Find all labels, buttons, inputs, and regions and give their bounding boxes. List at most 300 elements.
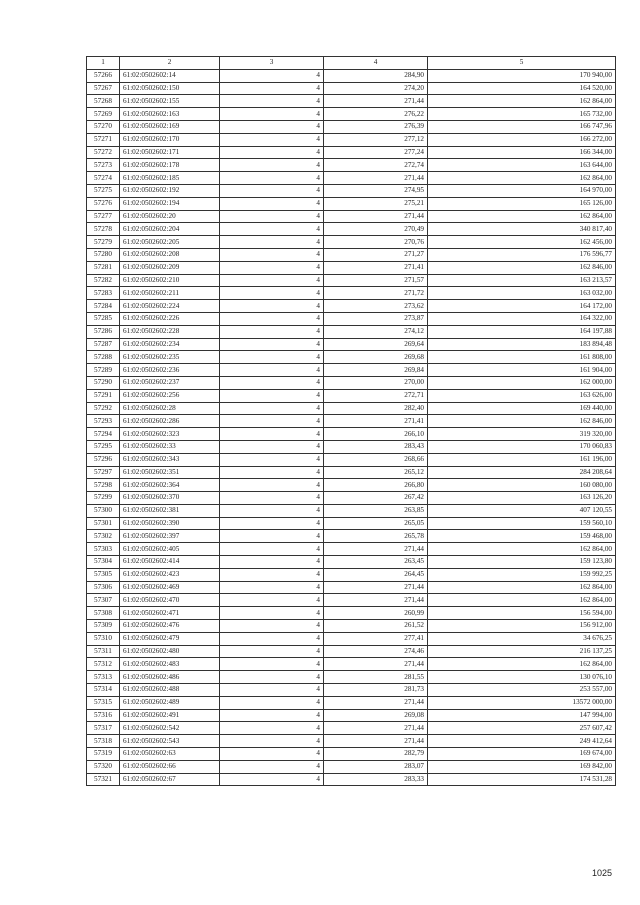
row-number-cell: 57271 [87,133,120,146]
cadastral-number-cell: 61:02:0502602:33 [120,440,220,453]
table-row [87,146,616,159]
code-cell: 4 [220,696,324,709]
table-row [87,197,616,210]
table-row [87,389,616,402]
amount-cell: 164 197,88 [428,325,616,338]
row-number-cell: 57309 [87,620,120,633]
row-number-cell: 57274 [87,172,120,185]
table-row [87,492,616,505]
cadastral-number-cell: 61:02:0502602:210 [120,274,220,287]
code-cell: 4 [220,543,324,556]
row-number-cell: 57321 [87,773,120,786]
cadastral-number-cell: 61:02:0502602:405 [120,543,220,556]
row-number-cell: 57312 [87,658,120,671]
amount-cell: 162 864,00 [428,172,616,185]
value-cell: 277,12 [324,133,428,146]
row-number-cell: 57293 [87,415,120,428]
row-number-cell: 57320 [87,760,120,773]
code-cell: 4 [220,440,324,453]
row-number-cell: 57319 [87,748,120,761]
cadastral-number-cell: 61:02:0502602:194 [120,197,220,210]
row-number-cell: 57300 [87,504,120,517]
amount-cell: 162 456,00 [428,236,616,249]
cadastral-number-cell: 61:02:0502602:209 [120,261,220,274]
code-cell: 4 [220,568,324,581]
amount-cell: 162 864,00 [428,658,616,671]
row-number-cell: 57275 [87,184,120,197]
amount-cell: 169 440,00 [428,402,616,415]
amount-cell: 159 468,00 [428,530,616,543]
row-number-cell: 57289 [87,364,120,377]
table-row [87,556,616,569]
amount-cell: 407 120,55 [428,504,616,517]
table-row [87,108,616,121]
code-cell: 4 [220,632,324,645]
amount-cell: 169 842,00 [428,760,616,773]
table-row [87,184,616,197]
code-cell: 4 [220,556,324,569]
row-number-cell: 57294 [87,428,120,441]
cadastral-number-cell: 61:02:0502602:483 [120,658,220,671]
code-cell: 4 [220,364,324,377]
table-row [87,479,616,492]
value-cell: 283,33 [324,773,428,786]
row-number-cell: 57310 [87,632,120,645]
row-number-cell: 57313 [87,671,120,684]
amount-cell: 156 594,00 [428,607,616,620]
amount-cell: 183 894,48 [428,338,616,351]
cadastral-number-cell: 61:02:0502602:414 [120,556,220,569]
code-cell: 4 [220,274,324,287]
cadastral-number-cell: 61:02:0502602:476 [120,620,220,633]
table-row [87,82,616,95]
code-cell: 4 [220,517,324,530]
value-cell: 274,20 [324,82,428,95]
cadastral-number-cell: 61:02:0502602:543 [120,735,220,748]
value-cell: 271,44 [324,594,428,607]
table-row [87,428,616,441]
value-cell: 284,90 [324,69,428,82]
cadastral-number-cell: 61:02:0502602:351 [120,466,220,479]
amount-cell: 257 607,42 [428,722,616,735]
cadastral-number-cell: 61:02:0502602:208 [120,248,220,261]
cadastral-number-cell: 61:02:0502602:178 [120,159,220,172]
amount-cell: 164 172,00 [428,300,616,313]
value-cell: 271,44 [324,95,428,108]
table-row [87,210,616,223]
table-row [87,594,616,607]
value-cell: 271,44 [324,722,428,735]
cadastral-number-cell: 61:02:0502602:469 [120,581,220,594]
table-row [87,172,616,185]
value-cell: 269,68 [324,351,428,364]
cadastral-number-cell: 61:02:0502602:343 [120,453,220,466]
code-cell: 4 [220,594,324,607]
value-cell: 271,44 [324,735,428,748]
row-number-cell: 57278 [87,223,120,236]
amount-cell: 340 817,40 [428,223,616,236]
cadastral-number-cell: 61:02:0502602:211 [120,287,220,300]
code-cell: 4 [220,773,324,786]
value-cell: 269,08 [324,709,428,722]
code-cell: 4 [220,658,324,671]
table-row [87,223,616,236]
code-cell: 4 [220,95,324,108]
code-cell: 4 [220,453,324,466]
amount-cell: 163 626,00 [428,389,616,402]
value-cell: 269,64 [324,338,428,351]
cadastral-number-cell: 61:02:0502602:14 [120,69,220,82]
table-row [87,735,616,748]
cadastral-number-cell: 61:02:0502602:323 [120,428,220,441]
amount-cell: 159 123,80 [428,556,616,569]
code-cell: 4 [220,236,324,249]
row-number-cell: 57299 [87,492,120,505]
amount-cell: 34 676,25 [428,632,616,645]
code-cell: 4 [220,504,324,517]
table-row [87,376,616,389]
code-cell: 4 [220,351,324,364]
code-cell: 4 [220,479,324,492]
row-number-cell: 57283 [87,287,120,300]
value-cell: 270,49 [324,223,428,236]
table-row [87,709,616,722]
code-cell: 4 [220,287,324,300]
amount-cell: 130 076,10 [428,671,616,684]
amount-cell: 284 208,64 [428,466,616,479]
table-row [87,364,616,377]
cadastral-number-cell: 61:02:0502602:471 [120,607,220,620]
amount-cell: 164 970,00 [428,184,616,197]
value-cell: 265,05 [324,517,428,530]
table-row [87,684,616,697]
amount-cell: 164 520,00 [428,82,616,95]
value-cell: 271,44 [324,658,428,671]
row-number-cell: 57307 [87,594,120,607]
cadastral-number-cell: 61:02:0502602:256 [120,389,220,402]
cadastral-number-cell: 61:02:0502602:237 [120,376,220,389]
code-cell: 4 [220,581,324,594]
amount-cell: 161 196,00 [428,453,616,466]
value-cell: 283,43 [324,440,428,453]
amount-cell: 166 747,96 [428,120,616,133]
row-number-cell: 57296 [87,453,120,466]
cadastral-number-cell: 61:02:0502602:486 [120,671,220,684]
row-number-cell: 57279 [87,236,120,249]
amount-cell: 162 864,00 [428,543,616,556]
table-row [87,722,616,735]
cadastral-number-cell: 61:02:0502602:170 [120,133,220,146]
value-cell: 276,39 [324,120,428,133]
amount-cell: 249 412,64 [428,735,616,748]
code-cell: 4 [220,748,324,761]
row-number-cell: 57269 [87,108,120,121]
amount-cell: 170 060,83 [428,440,616,453]
table-row [87,69,616,82]
value-cell: 273,87 [324,312,428,325]
code-cell: 4 [220,466,324,479]
value-cell: 261,52 [324,620,428,633]
amount-cell: 174 531,28 [428,773,616,786]
row-number-cell: 57295 [87,440,120,453]
table-row [87,530,616,543]
data-table [86,56,616,786]
code-cell: 4 [220,261,324,274]
value-cell: 271,44 [324,172,428,185]
row-number-cell: 57308 [87,607,120,620]
value-cell: 274,12 [324,325,428,338]
table-row [87,607,616,620]
value-cell: 265,78 [324,530,428,543]
code-cell: 4 [220,760,324,773]
code-cell: 4 [220,671,324,684]
cadastral-number-cell: 61:02:0502602:491 [120,709,220,722]
row-number-cell: 57286 [87,325,120,338]
column-header-5: 5 [428,57,616,70]
amount-cell: 162 864,00 [428,210,616,223]
value-cell: 271,44 [324,696,428,709]
cadastral-number-cell: 61:02:0502602:155 [120,95,220,108]
column-header-1: 1 [87,57,120,70]
amount-cell: 162 864,00 [428,95,616,108]
value-cell: 282,79 [324,748,428,761]
amount-cell: 166 272,00 [428,133,616,146]
cadastral-number-cell: 61:02:0502602:479 [120,632,220,645]
cadastral-number-cell: 61:02:0502602:67 [120,773,220,786]
row-number-cell: 57276 [87,197,120,210]
cadastral-number-cell: 61:02:0502602:234 [120,338,220,351]
value-cell: 281,55 [324,671,428,684]
row-number-cell: 57302 [87,530,120,543]
value-cell: 283,07 [324,760,428,773]
amount-cell: 163 213,57 [428,274,616,287]
value-cell: 263,85 [324,504,428,517]
amount-cell: 319 320,00 [428,428,616,441]
table-row [87,568,616,581]
amount-cell: 216 137,25 [428,645,616,658]
value-cell: 263,45 [324,556,428,569]
cadastral-number-cell: 61:02:0502602:228 [120,325,220,338]
value-cell: 276,22 [324,108,428,121]
row-number-cell: 57287 [87,338,120,351]
table-row [87,312,616,325]
cadastral-number-cell: 61:02:0502602:489 [120,696,220,709]
column-header-2: 2 [120,57,220,70]
row-number-cell: 57284 [87,300,120,313]
amount-cell: 163 032,00 [428,287,616,300]
code-cell: 4 [220,108,324,121]
row-number-cell: 57272 [87,146,120,159]
table-row [87,632,616,645]
row-number-cell: 57306 [87,581,120,594]
amount-cell: 161 904,00 [428,364,616,377]
table-row [87,300,616,313]
value-cell: 271,44 [324,210,428,223]
table-row [87,748,616,761]
row-number-cell: 57273 [87,159,120,172]
code-cell: 4 [220,402,324,415]
value-cell: 271,27 [324,248,428,261]
value-cell: 266,80 [324,479,428,492]
table-row [87,325,616,338]
amount-cell: 163 126,20 [428,492,616,505]
amount-cell: 161 808,00 [428,351,616,364]
code-cell: 4 [220,69,324,82]
cadastral-number-cell: 61:02:0502602:390 [120,517,220,530]
table-row [87,133,616,146]
table-row [87,120,616,133]
amount-cell: 162 864,00 [428,581,616,594]
table-row [87,760,616,773]
table-row [87,645,616,658]
amount-cell: 165 126,00 [428,197,616,210]
code-cell: 4 [220,146,324,159]
table-row [87,338,616,351]
value-cell: 272,71 [324,389,428,402]
table-row [87,671,616,684]
cadastral-number-cell: 61:02:0502602:20 [120,210,220,223]
table-row [87,440,616,453]
cadastral-number-cell: 61:02:0502602:470 [120,594,220,607]
value-cell: 271,44 [324,543,428,556]
code-cell: 4 [220,184,324,197]
cadastral-number-cell: 61:02:0502602:171 [120,146,220,159]
code-cell: 4 [220,172,324,185]
cadastral-number-cell: 61:02:0502602:192 [120,184,220,197]
amount-cell: 159 992,25 [428,568,616,581]
amount-cell: 164 322,00 [428,312,616,325]
code-cell: 4 [220,492,324,505]
value-cell: 273,62 [324,300,428,313]
code-cell: 4 [220,722,324,735]
value-cell: 277,24 [324,146,428,159]
value-cell: 265,12 [324,466,428,479]
column-header-3: 3 [220,57,324,70]
cadastral-number-cell: 61:02:0502602:381 [120,504,220,517]
table-row [87,415,616,428]
value-cell: 271,44 [324,581,428,594]
value-cell: 267,42 [324,492,428,505]
cadastral-number-cell: 61:02:0502602:169 [120,120,220,133]
value-cell: 281,73 [324,684,428,697]
table-row [87,773,616,786]
page-number: 1025 [591,868,612,878]
code-cell: 4 [220,620,324,633]
code-cell: 4 [220,133,324,146]
amount-cell: 166 344,00 [428,146,616,159]
row-number-cell: 57297 [87,466,120,479]
code-cell: 4 [220,338,324,351]
table-row [87,543,616,556]
row-number-cell: 57298 [87,479,120,492]
row-number-cell: 57314 [87,684,120,697]
code-cell: 4 [220,735,324,748]
row-number-cell: 57281 [87,261,120,274]
value-cell: 271,41 [324,415,428,428]
row-number-cell: 57270 [87,120,120,133]
row-number-cell: 57285 [87,312,120,325]
table-row [87,95,616,108]
code-cell: 4 [220,709,324,722]
amount-cell: 176 596,77 [428,248,616,261]
table-row [87,159,616,172]
code-cell: 4 [220,389,324,402]
row-number-cell: 57291 [87,389,120,402]
row-number-cell: 57315 [87,696,120,709]
table-row [87,248,616,261]
cadastral-number-cell: 61:02:0502602:488 [120,684,220,697]
value-cell: 264,45 [324,568,428,581]
code-cell: 4 [220,312,324,325]
value-cell: 272,74 [324,159,428,172]
table-row [87,453,616,466]
cadastral-number-cell: 61:02:0502602:397 [120,530,220,543]
table-body [87,69,616,786]
row-number-cell: 57304 [87,556,120,569]
table-row [87,466,616,479]
cadastral-number-cell: 61:02:0502602:364 [120,479,220,492]
row-number-cell: 57305 [87,568,120,581]
cadastral-number-cell: 61:02:0502602:224 [120,300,220,313]
cadastral-number-cell: 61:02:0502602:28 [120,402,220,415]
amount-cell: 165 732,00 [428,108,616,121]
amount-cell: 170 940,00 [428,69,616,82]
code-cell: 4 [220,210,324,223]
value-cell: 271,41 [324,261,428,274]
value-cell: 270,00 [324,376,428,389]
table-row [87,620,616,633]
row-number-cell: 57266 [87,69,120,82]
table-row [87,351,616,364]
table-row [87,504,616,517]
amount-cell: 162 846,00 [428,415,616,428]
row-number-cell: 57290 [87,376,120,389]
amount-cell: 147 994,00 [428,709,616,722]
value-cell: 270,76 [324,236,428,249]
cadastral-number-cell: 61:02:0502602:235 [120,351,220,364]
value-cell: 282,40 [324,402,428,415]
amount-cell: 169 674,00 [428,748,616,761]
cadastral-number-cell: 61:02:0502602:542 [120,722,220,735]
value-cell: 266,10 [324,428,428,441]
cadastral-number-cell: 61:02:0502602:370 [120,492,220,505]
cadastral-number-cell: 61:02:0502602:205 [120,236,220,249]
value-cell: 271,57 [324,274,428,287]
table-row [87,581,616,594]
code-cell: 4 [220,325,324,338]
code-cell: 4 [220,248,324,261]
table-row [87,402,616,415]
code-cell: 4 [220,415,324,428]
cadastral-number-cell: 61:02:0502602:66 [120,760,220,773]
table-row [87,261,616,274]
row-number-cell: 57282 [87,274,120,287]
cadastral-number-cell: 61:02:0502602:185 [120,172,220,185]
value-cell: 271,72 [324,287,428,300]
amount-cell: 160 080,00 [428,479,616,492]
amount-cell: 253 557,00 [428,684,616,697]
code-cell: 4 [220,530,324,543]
value-cell: 274,95 [324,184,428,197]
table-row [87,287,616,300]
amount-cell: 162 000,00 [428,376,616,389]
row-number-cell: 57292 [87,402,120,415]
code-cell: 4 [220,159,324,172]
amount-cell: 162 864,00 [428,594,616,607]
table-row [87,517,616,530]
value-cell: 277,41 [324,632,428,645]
row-number-cell: 57288 [87,351,120,364]
